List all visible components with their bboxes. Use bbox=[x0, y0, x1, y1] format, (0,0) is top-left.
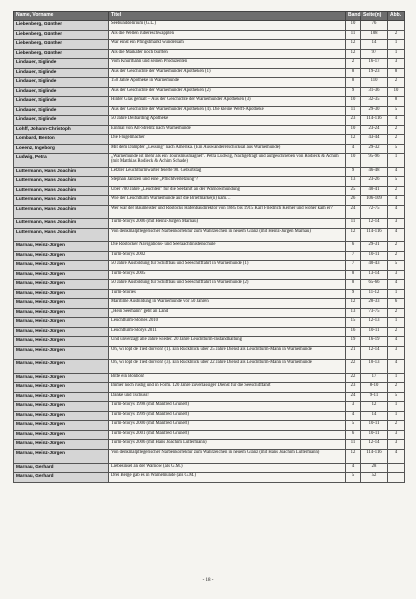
cell-figures: 2 bbox=[388, 327, 405, 337]
cell-article-title: 50 Jahre Ausbildung für Schiffbau und Seeschifffahrt in Warnemünde (1) bbox=[109, 261, 346, 271]
cell-article-title: Die Flügelmacher bbox=[109, 135, 346, 145]
table-row bbox=[14, 167, 405, 177]
cell-pages: 14 bbox=[361, 411, 388, 421]
cell-volume: 8 bbox=[346, 78, 361, 88]
cell-author-name: Liebenberg, Günther bbox=[14, 40, 109, 50]
cell-author-name: Marnau, Heinz-Jürgen bbox=[14, 346, 109, 360]
cell-article-title: Turm-Storys 2002 bbox=[109, 251, 346, 261]
table-row bbox=[14, 327, 405, 337]
header-pages: Seite(n) bbox=[361, 12, 388, 21]
cell-author-name: Marnau, Heinz-Jürgen bbox=[14, 289, 109, 299]
cell-volume: 15 bbox=[346, 318, 361, 328]
header-band: Band bbox=[346, 12, 361, 21]
cell-article-title: Turm-Storys 2006 (mit Heinz-Jürgen Marnau) bbox=[109, 219, 346, 229]
cell-pages: 23-24 bbox=[361, 125, 388, 135]
cell-author-name: Lindauer, Siglinde bbox=[14, 59, 109, 69]
header-figures: Abb. bbox=[388, 12, 405, 21]
cell-figures: 1 bbox=[388, 289, 405, 299]
cell-author-name: Luttermann, Hans Joachim bbox=[14, 167, 109, 177]
table-row bbox=[14, 299, 405, 309]
cell-article-title: Letzter Leuchtturmwärter feierte 90. Geburtstag bbox=[109, 167, 346, 177]
table-row bbox=[14, 308, 405, 318]
cell-figures: 2 bbox=[388, 421, 405, 431]
header-row bbox=[14, 12, 405, 21]
cell-author-name: Marnau, Heinz-Jürgen bbox=[14, 280, 109, 290]
table-row bbox=[14, 289, 405, 299]
cell-author-name: Marnau, Heinz-Jürgen bbox=[14, 242, 109, 252]
table-row bbox=[14, 106, 405, 116]
table-row bbox=[14, 186, 405, 196]
cell-pages: 12-13 bbox=[361, 318, 388, 328]
cell-article-title: Über 700 Jahre „Leuchten" für die Seefahrt an der Warnowmündung bbox=[109, 186, 346, 196]
table-row bbox=[14, 116, 405, 126]
cell-pages: 114-116 bbox=[361, 449, 388, 463]
cell-author-name: Marnau, Heinz-Jürgen bbox=[14, 251, 109, 261]
cell-volume: 9 bbox=[346, 167, 361, 177]
cell-article-title: Turm-Storys 2000 (mit Manfred Grunert) bbox=[109, 421, 346, 431]
cell-figures: 3 bbox=[388, 270, 405, 280]
cell-pages: 9-11 bbox=[361, 392, 388, 402]
cell-volume: 23 bbox=[346, 383, 361, 393]
cell-article-title: Oh, wi löpt de Tied dorvon! (3). Ein Rückblick über 22 Jahre Dienst als Leuchtturm-Mann in Warnemünde bbox=[109, 360, 346, 374]
cell-pages: 10-13 bbox=[361, 360, 388, 374]
table-row bbox=[14, 261, 405, 271]
table-row bbox=[14, 125, 405, 135]
cell-figures: 2 bbox=[388, 78, 405, 88]
cell-pages: 13-14 bbox=[361, 270, 388, 280]
table-row bbox=[14, 411, 405, 421]
table-body bbox=[14, 21, 405, 483]
cell-article-title: Aus der Geschichte der Warnemünder Apotheken (4). Die kleine Werft-Apotheke bbox=[109, 106, 346, 116]
cell-author-name: Marnau, Heinz-Jürgen bbox=[14, 360, 109, 374]
cell-figures: 10 bbox=[388, 87, 405, 97]
cell-figures: 1 bbox=[388, 49, 405, 59]
cell-volume: 23 bbox=[346, 116, 361, 126]
cell-figures: 4 bbox=[388, 449, 405, 463]
table-row bbox=[14, 402, 405, 412]
cell-volume: 9 bbox=[346, 289, 361, 299]
cell-figures: 2 bbox=[388, 186, 405, 196]
table-row bbox=[14, 421, 405, 431]
cell-figures: 3 bbox=[388, 440, 405, 450]
cell-pages: 52 bbox=[361, 473, 388, 483]
table-row bbox=[14, 242, 405, 252]
cell-volume: 3 bbox=[346, 402, 361, 412]
cell-author-name: Lindauer, Siglinde bbox=[14, 106, 109, 116]
cell-article-title: Von denkmalpflegerischer Narbenkorrektur zum Wahrzeichen in neuem Glanz (mit Hans Joachim Luttermann) bbox=[109, 449, 346, 463]
cell-author-name: Lindauer, Siglinde bbox=[14, 68, 109, 78]
cell-volume: 6 bbox=[346, 242, 361, 252]
table-row bbox=[14, 196, 405, 206]
cell-pages: 40-43 bbox=[361, 261, 388, 271]
cell-article-title: Wie der Leuchtturm Warnemünde auf die Briefmarke(n) kam… bbox=[109, 196, 346, 206]
cell-figures: 3 bbox=[388, 346, 405, 360]
cell-volume: 12 bbox=[346, 299, 361, 309]
table-row bbox=[14, 40, 405, 50]
table-row bbox=[14, 373, 405, 383]
cell-volume: 12 bbox=[346, 40, 361, 50]
cell-article-title: Hinter Glas gemalt – Aus der Geschichte der Warnemünder Apotheken (3) bbox=[109, 97, 346, 107]
cell-article-title: Als die Maikäfer noch burrten bbox=[109, 49, 346, 59]
cell-volume: 24 bbox=[346, 205, 361, 219]
cell-volume: 12 bbox=[346, 49, 361, 59]
cell-volume: 10 bbox=[346, 97, 361, 107]
cell-figures: 2 bbox=[388, 383, 405, 393]
cell-pages: 40-41 bbox=[361, 186, 388, 196]
cell-figures: 3 bbox=[388, 430, 405, 440]
cell-volume: 26 bbox=[346, 196, 361, 206]
cell-volume: 4 bbox=[346, 411, 361, 421]
cell-pages: 28 bbox=[361, 463, 388, 473]
cell-author-name: Luttermann, Hans Joachim bbox=[14, 196, 109, 206]
cell-figures bbox=[388, 463, 405, 473]
cell-author-name: Marnau, Heinz-Jürgen bbox=[14, 449, 109, 463]
cell-article-title: Seebunddelirium (G.L.) bbox=[109, 21, 346, 31]
cell-pages: 14 bbox=[361, 40, 388, 50]
cell-author-name: Lohff, Johann-Christoph bbox=[14, 125, 109, 135]
cell-volume: 8 bbox=[346, 270, 361, 280]
cell-author-name: Marnau, Heinz-Jürgen bbox=[14, 337, 109, 347]
cell-pages: 32-35 bbox=[361, 97, 388, 107]
cell-article-title: Turm-Stories bbox=[109, 289, 346, 299]
cell-pages: 28-33 bbox=[361, 299, 388, 309]
cell-article-title: „Warnemünde ist mehr als ein Tourismusmagnet". Petra Ludwig, Nachgefragt und aufgeschrieben von Rodieck & Achim (mit Matthias Rodieck & Achim Schade) bbox=[109, 154, 346, 168]
cell-pages: 10-11 bbox=[361, 421, 388, 431]
table-row bbox=[14, 280, 405, 290]
cell-author-name: Lindauer, Siglinde bbox=[14, 116, 109, 126]
cell-volume: 13 bbox=[346, 308, 361, 318]
cell-volume: 12 bbox=[346, 135, 361, 145]
table-row bbox=[14, 21, 405, 31]
cell-article-title: Leuchtturm-Stories 2010 bbox=[109, 318, 346, 328]
cell-figures: 2 bbox=[388, 125, 405, 135]
table-row bbox=[14, 87, 405, 97]
table-row bbox=[14, 383, 405, 393]
cell-volume: 11 bbox=[346, 440, 361, 450]
cell-pages: 19-23 bbox=[361, 68, 388, 78]
cell-volume: 10 bbox=[346, 21, 361, 31]
cell-author-name: Luttermann, Hans Joachim bbox=[14, 177, 109, 187]
cell-volume: 8 bbox=[346, 280, 361, 290]
cell-author-name: Luttermann, Hans Joachim bbox=[14, 219, 109, 229]
cell-pages: 95-96 bbox=[361, 154, 388, 168]
table-row bbox=[14, 177, 405, 187]
cell-article-title: Danke und Tschüss! bbox=[109, 392, 346, 402]
cell-author-name: Luttermann, Hans Joachim bbox=[14, 228, 109, 242]
cell-pages: 10-11 bbox=[361, 430, 388, 440]
table-row bbox=[14, 154, 405, 168]
cell-figures: 1 bbox=[388, 373, 405, 383]
cell-article-title: Wer war der Baumeister und Rostocks Hafenbaudirektor von 1885 bis 1915 Karl Friedrich Kerner und woher kam er? bbox=[109, 205, 346, 219]
cell-pages: 73-75 bbox=[361, 308, 388, 318]
cell-author-name: Marnau, Heinz-Jürgen bbox=[14, 308, 109, 318]
cell-volume: 16 bbox=[346, 327, 361, 337]
cell-pages: 43-44 bbox=[361, 135, 388, 145]
cell-article-title: Turm-Storys 2006 (mit Hans Joachim Luttermann) bbox=[109, 440, 346, 450]
cell-author-name: Marnau, Heinz-Jürgen bbox=[14, 440, 109, 450]
cell-figures: 2 bbox=[388, 308, 405, 318]
cell-pages: 108 bbox=[361, 30, 388, 40]
cell-figures: 2 bbox=[388, 30, 405, 40]
cell-pages: 110 bbox=[361, 78, 388, 88]
cell-author-name: Liebenberg, Günther bbox=[14, 21, 109, 31]
cell-volume: 6 bbox=[346, 430, 361, 440]
cell-article-title: Vom Knurrhahn und seinen Produzenten bbox=[109, 59, 346, 69]
cell-article-title: Und unverzagt alle Jahre wieder. 20 Jahre Leuchtturm-Instandhaltung bbox=[109, 337, 346, 347]
cell-pages: 8-10 bbox=[361, 383, 388, 393]
cell-author-name: Marnau, Heinz-Jürgen bbox=[14, 411, 109, 421]
cell-figures: 2 bbox=[388, 242, 405, 252]
cell-author-name: Lombard, Benton bbox=[14, 135, 109, 145]
cell-author-name: Luttermann, Hans Joachim bbox=[14, 186, 109, 196]
cell-pages: 46-48 bbox=[361, 167, 388, 177]
cell-volume: 7 bbox=[346, 251, 361, 261]
cell-pages: 31-36 bbox=[361, 87, 388, 97]
cell-volume: 4 bbox=[346, 463, 361, 473]
cell-author-name: Marnau, Heinz-Jürgen bbox=[14, 270, 109, 280]
cell-article-title: 50 Jahre Deibarding Apotheke bbox=[109, 116, 346, 126]
cell-pages: 114-116 bbox=[361, 116, 388, 126]
cell-volume: 5 bbox=[346, 473, 361, 483]
cell-volume: 4 bbox=[346, 144, 361, 154]
table-row bbox=[14, 337, 405, 347]
cell-author-name: Marnau, Heinz-Jürgen bbox=[14, 327, 109, 337]
cell-pages: 12-14 bbox=[361, 219, 388, 229]
cell-pages: 29-30 bbox=[361, 106, 388, 116]
cell-article-title: Oh, wi löpt de Tied dorvon! (1). Ein Rückblick über 25 Jahre Dienst als Leuchtturm-Mann in Warnemünde bbox=[109, 346, 346, 360]
cell-volume: 22 bbox=[346, 373, 361, 383]
author-register-table bbox=[13, 11, 405, 483]
cell-pages: 29-32 bbox=[361, 144, 388, 154]
cell-volume: 5 bbox=[346, 421, 361, 431]
cell-article-title: 150 Jahre Apotheke in Warnemünde bbox=[109, 78, 346, 88]
cell-volume: 12 bbox=[346, 449, 361, 463]
cell-figures: 2 bbox=[388, 135, 405, 145]
cell-figures: 8 bbox=[388, 68, 405, 78]
cell-author-name: Lindauer, Siglinde bbox=[14, 97, 109, 107]
table-row bbox=[14, 219, 405, 229]
cell-figures bbox=[388, 21, 405, 31]
cell-figures: 5 bbox=[388, 177, 405, 187]
cell-figures: 4 bbox=[388, 360, 405, 374]
cell-volume: 24 bbox=[346, 392, 361, 402]
cell-pages: 72-75 bbox=[361, 205, 388, 219]
cell-author-name: Marnau, Heinz-Jürgen bbox=[14, 402, 109, 412]
cell-author-name: Marnau, Heinz-Jürgen bbox=[14, 421, 109, 431]
table-row bbox=[14, 473, 405, 483]
cell-article-title: War einst ein Pfingstmarkt wundersam bbox=[109, 40, 346, 50]
cell-volume: 2 bbox=[346, 59, 361, 69]
cell-author-name: Marnau, Heinz-Jürgen bbox=[14, 430, 109, 440]
cell-figures bbox=[388, 473, 405, 483]
cell-figures: 1 bbox=[388, 411, 405, 421]
header-name: Name, Vorname bbox=[14, 12, 109, 21]
cell-figures: 4 bbox=[388, 280, 405, 290]
cell-volume: 8 bbox=[346, 68, 361, 78]
cell-article-title: Immer noch rüstig und in Form. 120 Jahre zuverlässiger Dienst für die Seeschifffahrt bbox=[109, 383, 346, 393]
table-row bbox=[14, 449, 405, 463]
table-row bbox=[14, 144, 405, 154]
table-row bbox=[14, 205, 405, 219]
table-row bbox=[14, 97, 405, 107]
table-row bbox=[14, 392, 405, 402]
table-row bbox=[14, 360, 405, 374]
cell-pages: 106-109 bbox=[361, 196, 388, 206]
cell-pages: 97 bbox=[361, 49, 388, 59]
cell-pages: 16-17 bbox=[361, 59, 388, 69]
cell-author-name: Marnau, Heinz-Jürgen bbox=[14, 383, 109, 393]
cell-article-title: Turm-Storys 2005 bbox=[109, 270, 346, 280]
cell-volume: 11 bbox=[346, 106, 361, 116]
table-row bbox=[14, 430, 405, 440]
cell-article-title: Mit dem Dampfer „Lessing" nach Amerika. (Ein Auswandererschicksal aus Warnemünde) bbox=[109, 144, 346, 154]
table-row bbox=[14, 135, 405, 145]
cell-figures: 1 bbox=[388, 40, 405, 50]
cell-pages: 114-116 bbox=[361, 228, 388, 242]
cell-article-title: „Hein Seemann" geht an Land bbox=[109, 308, 346, 318]
cell-volume: 13 bbox=[346, 177, 361, 187]
table-row bbox=[14, 346, 405, 360]
cell-pages: 12-14 bbox=[361, 346, 388, 360]
cell-figures: 6 bbox=[388, 299, 405, 309]
cell-article-title: Die Rostocker Navigations- und Seeraachtinistenschule bbox=[109, 242, 346, 252]
table-row bbox=[14, 78, 405, 88]
cell-volume: 11 bbox=[346, 30, 361, 40]
cell-figures: 5 bbox=[388, 261, 405, 271]
cell-figures: 1 bbox=[388, 402, 405, 412]
table-row bbox=[14, 440, 405, 450]
cell-article-title: Leuchtturm-Storys 2011 bbox=[109, 327, 346, 337]
cell-figures: 4 bbox=[388, 337, 405, 347]
cell-figures: 3 bbox=[388, 59, 405, 69]
table-row bbox=[14, 49, 405, 59]
cell-author-name: Luttermann, Hans Joachim bbox=[14, 205, 109, 219]
cell-volume: 25 bbox=[346, 186, 361, 196]
cell-article-title: Maritime Ausbildung in Warnemünde vor 50 Jahren bbox=[109, 299, 346, 309]
cell-article-title: 50 Jahre Ausbildung für Schiffbau und Seeschifffahrt in Warnemünde (2) bbox=[109, 280, 346, 290]
cell-volume: 19 bbox=[346, 337, 361, 347]
cell-article-title: Turm-Storys 1999 (mit Manfred Grunert) bbox=[109, 411, 346, 421]
table-row bbox=[14, 270, 405, 280]
cell-pages: 65-66 bbox=[361, 280, 388, 290]
page bbox=[13, 11, 404, 589]
cell-pages: 76 bbox=[361, 21, 388, 31]
cell-figures: 3 bbox=[388, 219, 405, 229]
cell-author-name: Marnau, Heinz-Jürgen bbox=[14, 318, 109, 328]
page-number: - 18 - bbox=[202, 578, 214, 583]
cell-author-name: Marnau, Heinz-Jürgen bbox=[14, 299, 109, 309]
cell-pages: 10-11 bbox=[361, 251, 388, 261]
header-title: Titel bbox=[109, 12, 346, 21]
table-row bbox=[14, 228, 405, 242]
cell-pages: 17 bbox=[361, 373, 388, 383]
cell-pages: 12 bbox=[361, 402, 388, 412]
cell-figures: 1 bbox=[388, 154, 405, 168]
cell-article-title: Aus der Geschichte der Warnemünder Apotheken (1) bbox=[109, 68, 346, 78]
cell-author-name: Marnau, Heinz-Jürgen bbox=[14, 261, 109, 271]
cell-figures: 5 bbox=[388, 106, 405, 116]
cell-pages: 10-11 bbox=[361, 327, 388, 337]
cell-article-title: Turm-Storys 1998 (mit Manfred Grunert) bbox=[109, 402, 346, 412]
cell-author-name: Marnau, Gerhard bbox=[14, 473, 109, 483]
table-row bbox=[14, 59, 405, 69]
table-row bbox=[14, 30, 405, 40]
cell-figures: 1 bbox=[388, 318, 405, 328]
cell-figures: 5 bbox=[388, 392, 405, 402]
cell-article-title: Bitte ein Bonbon! bbox=[109, 373, 346, 383]
cell-volume: 9 bbox=[346, 87, 361, 97]
cell-article-title: Einmal von Alt-Strelitz nach Warnemünde bbox=[109, 125, 346, 135]
cell-author-name: Marnau, Gerhard bbox=[14, 463, 109, 473]
cell-volume: 11 bbox=[346, 219, 361, 229]
cell-author-name: Lindauer, Siglinde bbox=[14, 78, 109, 88]
table-row bbox=[14, 318, 405, 328]
cell-volume: 12 bbox=[346, 228, 361, 242]
cell-author-name: Lindauer, Siglinde bbox=[14, 87, 109, 97]
cell-article-title: Aus der Geschichte der Warnemünder Apotheken (2) bbox=[109, 87, 346, 97]
cell-article-title: Liebesinsel an der Warnow (als G.M.) bbox=[109, 463, 346, 473]
cell-article-title: Stephan Jantzen und eine „Pflichtverletzung"? bbox=[109, 177, 346, 187]
cell-volume: 21 bbox=[346, 346, 361, 360]
cell-pages: 29-31 bbox=[361, 242, 388, 252]
cell-figures: 4 bbox=[388, 116, 405, 126]
cell-author-name: Marnau, Heinz-Jürgen bbox=[14, 373, 109, 383]
cell-volume: 10 bbox=[346, 125, 361, 135]
cell-volume: 22 bbox=[346, 360, 361, 374]
cell-article-title: Drei Berge gab es in Warnemünde (als G.M.) bbox=[109, 473, 346, 483]
cell-author-name: Liebenberg, Günther bbox=[14, 30, 109, 40]
cell-figures: 5 bbox=[388, 144, 405, 154]
cell-pages: 16-19 bbox=[361, 337, 388, 347]
cell-figures: 4 bbox=[388, 205, 405, 219]
cell-article-title: Turm-Storys 2001 (mit Manfred Grunert) bbox=[109, 430, 346, 440]
cell-author-name: Liebenberg, Günther bbox=[14, 49, 109, 59]
cell-figures: 4 bbox=[388, 228, 405, 242]
cell-figures: 4 bbox=[388, 167, 405, 177]
cell-volume: 7 bbox=[346, 261, 361, 271]
cell-pages: 11-12 bbox=[361, 289, 388, 299]
cell-author-name: Ludwig, Petra bbox=[14, 154, 109, 168]
cell-pages: 23-26 bbox=[361, 177, 388, 187]
cell-pages: 12-14 bbox=[361, 440, 388, 450]
table-row bbox=[14, 251, 405, 261]
cell-article-title: Von denkmalpflegerischer Narbenkorrektur zum Wahrzeichen in neuem Glanz (mit Heinz-Jürgen Marnau) bbox=[109, 228, 346, 242]
cell-figures: 8 bbox=[388, 97, 405, 107]
cell-figures: 2 bbox=[388, 251, 405, 261]
cell-author-name: Marnau, Heinz-Jürgen bbox=[14, 392, 109, 402]
cell-figures: 4 bbox=[388, 196, 405, 206]
cell-author-name: Loeenz, Ingeborg bbox=[14, 144, 109, 154]
cell-volume: 10 bbox=[346, 154, 361, 168]
table-row bbox=[14, 463, 405, 473]
cell-article-title: Als die Wellen rübereschwappten bbox=[109, 30, 346, 40]
table-row bbox=[14, 68, 405, 78]
